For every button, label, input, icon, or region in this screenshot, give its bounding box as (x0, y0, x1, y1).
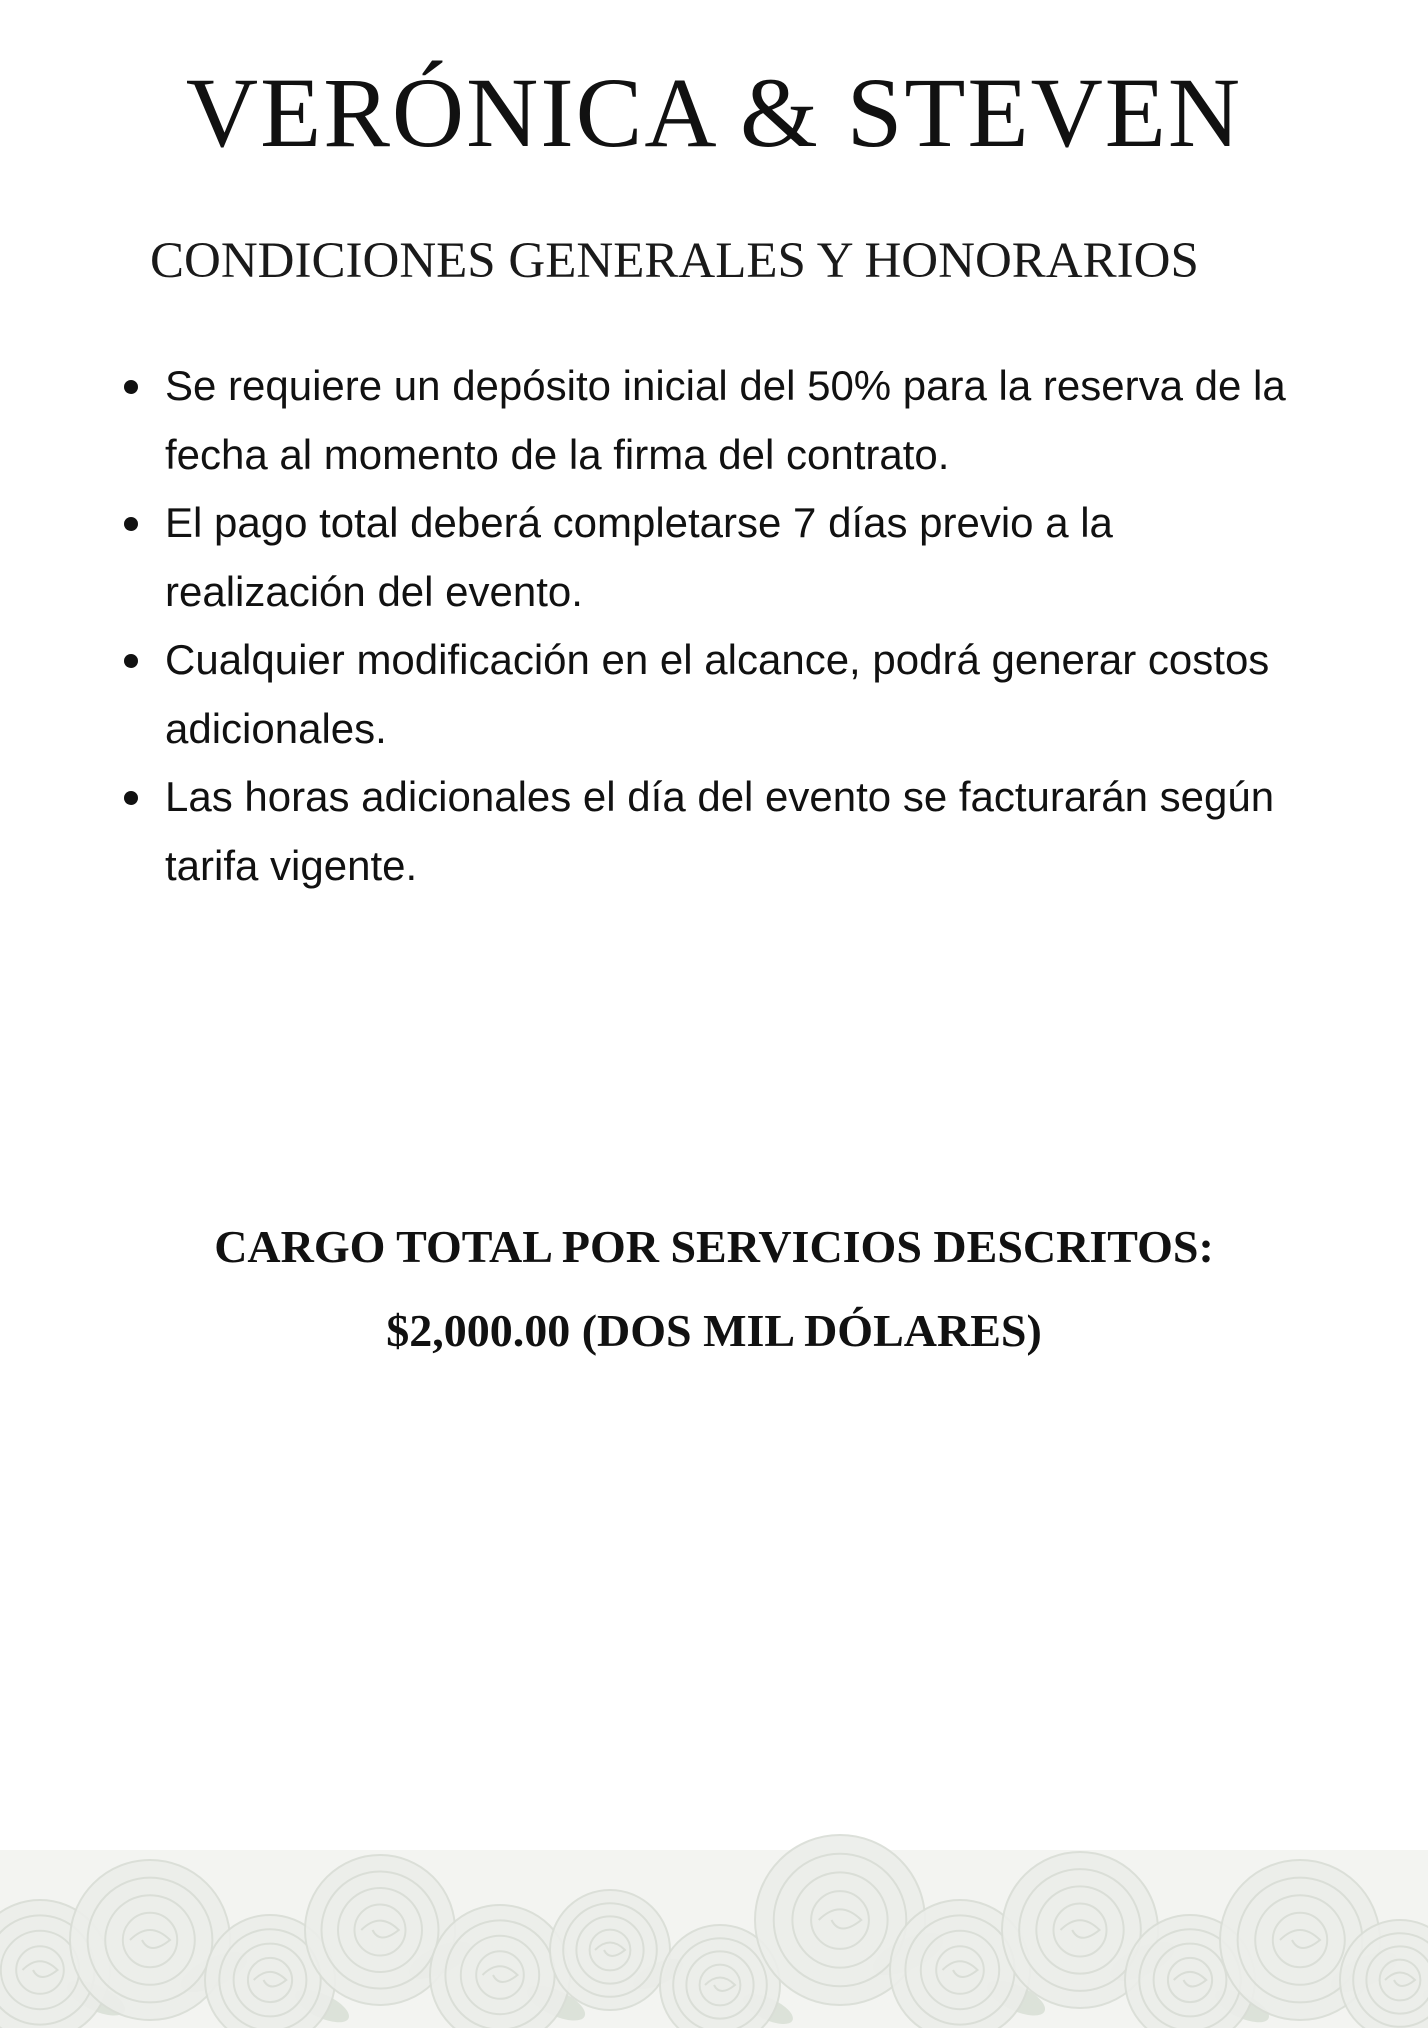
list-item-text: Cualquier modificación en el alcance, podrá generar costos adicionales. (165, 636, 1270, 752)
list-item (120, 763, 1320, 900)
list-item-text: Las horas adicionales el día del evento se facturarán según tarifa vigente. (165, 773, 1275, 889)
bullet-icon (124, 654, 138, 668)
list-item-text: Se requiere un depósito inicial del 50% para la reserva de la fecha al momento de la firma del contrato. (165, 362, 1286, 478)
list-item-text: El pago total deberá completarse 7 días previo a la realización del evento. (165, 499, 1113, 615)
list-item (120, 352, 1320, 489)
page-title: VERÓNICA & STEVEN (185, 57, 1243, 168)
white-roses-icon (0, 1780, 1428, 2028)
list-item (120, 489, 1320, 626)
bullet-icon (124, 517, 138, 531)
bullet-icon (124, 791, 138, 805)
conditions-list (120, 352, 1320, 900)
total-amount: $2,000.00 (DOS MIL DÓLARES) (386, 1305, 1042, 1356)
bullet-icon (124, 380, 138, 394)
section-heading: CONDICIONES GENERALES Y HONORARIOS (150, 233, 1199, 289)
list-item (120, 626, 1320, 763)
total-charge (0, 1205, 1428, 1373)
total-label: CARGO TOTAL POR SERVICIOS DESCRITOS: (214, 1221, 1214, 1272)
